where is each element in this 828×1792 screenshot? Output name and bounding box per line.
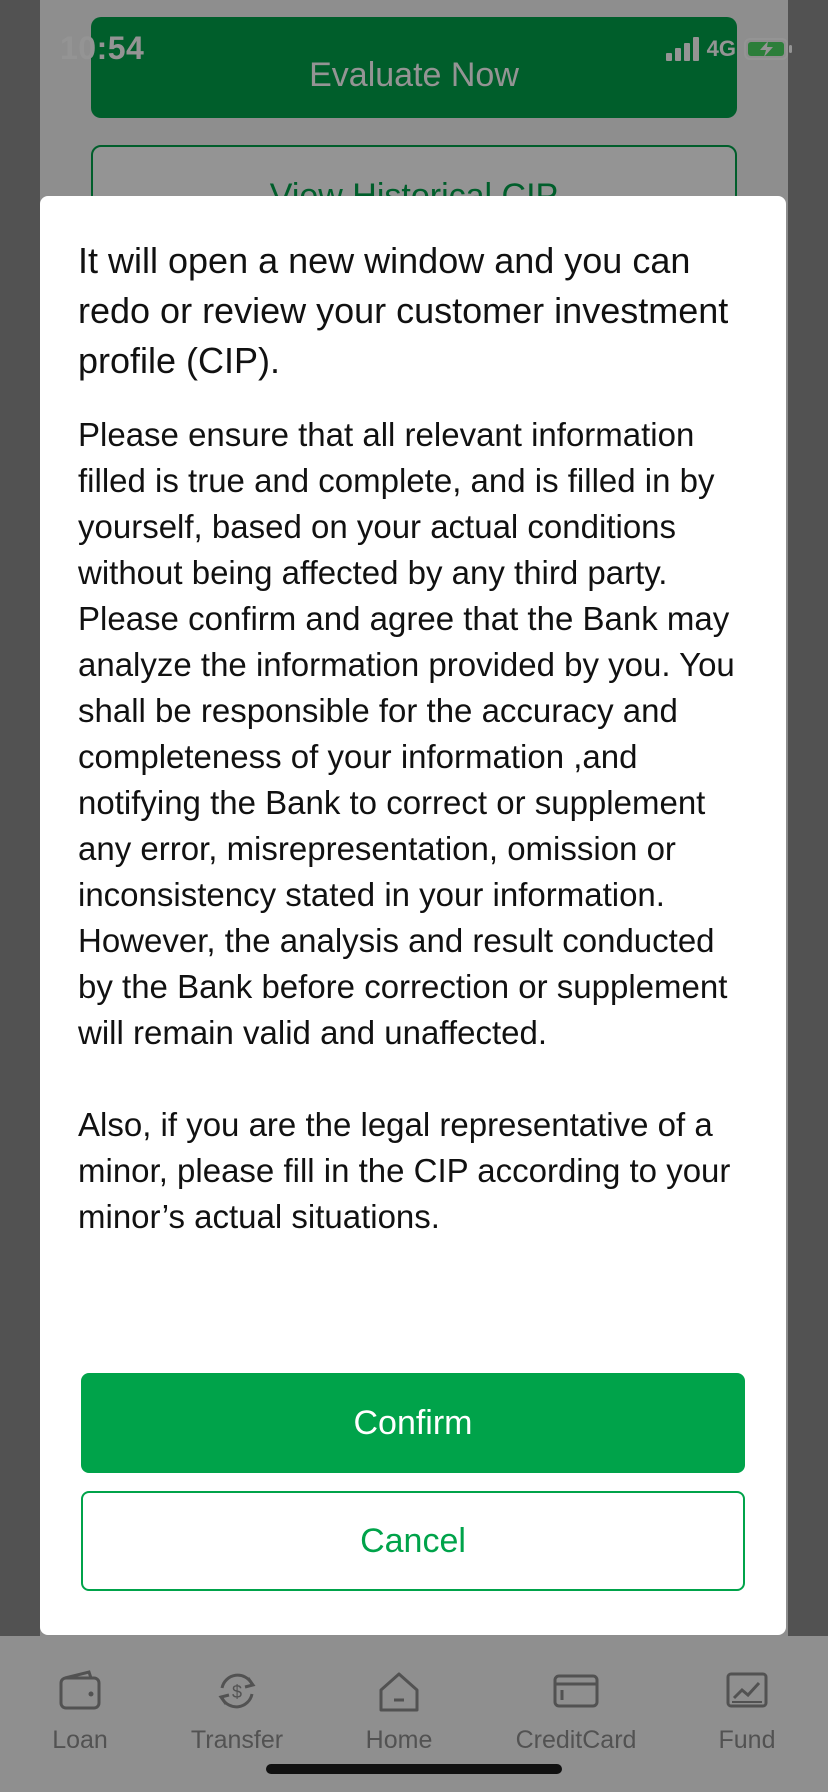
tab-creditcard-label: CreditCard bbox=[515, 1726, 637, 1754]
confirm-button[interactable]: Confirm bbox=[81, 1373, 745, 1473]
dialog-intro-text: It will open a new window and you can redo or review your customer investment profile (CIP). bbox=[78, 240, 729, 381]
network-label: 4G bbox=[706, 36, 736, 61]
home-indicator[interactable] bbox=[266, 1764, 562, 1774]
tab-loan-label: Loan bbox=[52, 1726, 108, 1754]
status-time: 10:54 bbox=[60, 30, 145, 66]
evaluate-now-button[interactable]: Evaluate Now bbox=[91, 17, 737, 118]
tab-fund-label: Fund bbox=[718, 1726, 776, 1754]
svg-text:$: $ bbox=[231, 1682, 243, 1702]
dialog-body bbox=[78, 412, 758, 1240]
dialog-paragraph-declaration: Please ensure that all relevant information filled is true and complete, and is filled in by yourself, based on your actual conditions without being affected by any third party. Please confirm and agree that the Bank may analyze the information provided by you. You shall be responsible for the accuracy and completeness of your information ,and notifying the Bank to correct or supplement any error, misrepresentation, omission or inconsistency stated in your information. However, the analysis and result conducted by the Bank before correction or supplement will remain valid and unaffected. bbox=[78, 416, 735, 1051]
tab-home-label: Home bbox=[365, 1726, 433, 1754]
tab-transfer-label: Transfer bbox=[190, 1726, 284, 1754]
cip-confirmation-dialog bbox=[40, 196, 786, 1635]
cancel-button[interactable]: Cancel bbox=[81, 1491, 745, 1591]
dialog-paragraph-minor: Also, if you are the legal representative of a minor, please fill in the CIP according to your minor’s actual situations. bbox=[78, 1106, 731, 1235]
